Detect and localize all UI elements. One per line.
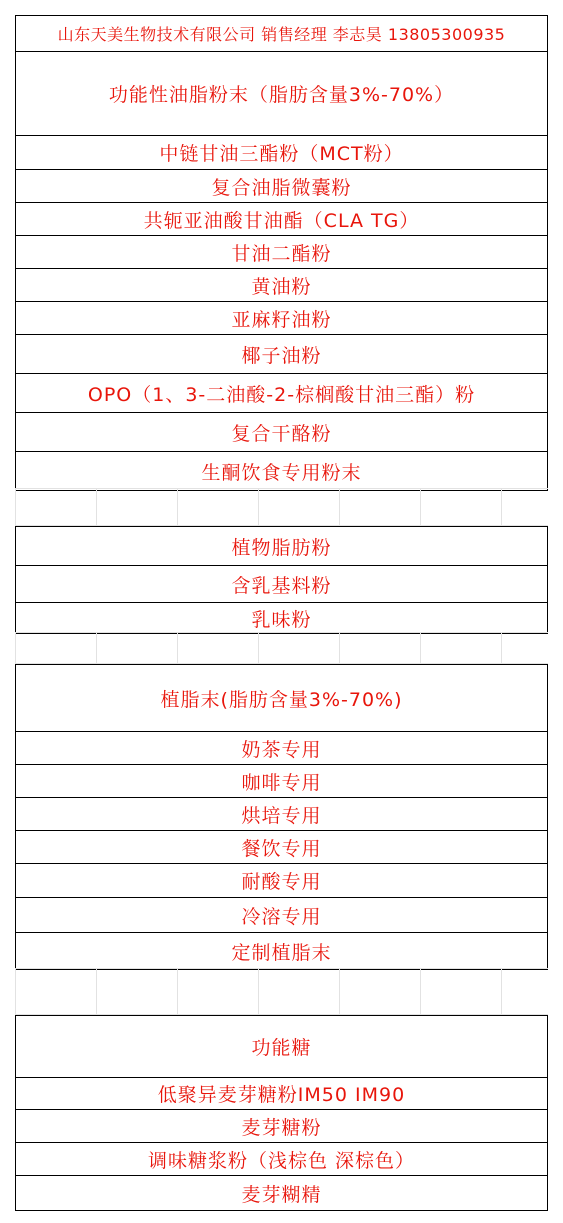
- list-item: 复合油脂微囊粉: [16, 170, 547, 203]
- list-item: 冷溶专用: [16, 898, 547, 933]
- list-item: 定制植脂末: [231, 941, 332, 964]
- list-item: 甘油二酯粉: [16, 236, 547, 269]
- list-item: 亚麻籽油粉: [16, 302, 547, 335]
- section-title-creamer: 植脂末(脂肪含量3%-70%): [16, 665, 547, 732]
- list-item: 复合干酪粉: [16, 413, 547, 452]
- list-item: 麦芽糖粉: [16, 1110, 547, 1143]
- list-item: 植物脂肪粉: [16, 527, 547, 566]
- section-creamer: [15, 664, 548, 970]
- list-item: 黄油粉: [16, 269, 547, 302]
- section-functional-sugar: [15, 1015, 548, 1211]
- list-item: 中链甘油三酯粉（MCT粉）: [16, 136, 547, 170]
- grid-gap: [15, 632, 548, 664]
- section-title-sugar: 功能糖: [16, 1016, 547, 1078]
- section-dairy-powder: [15, 526, 548, 634]
- list-item: 共轭亚油酸甘油酯（CLA TG）: [16, 203, 547, 236]
- section-functional-oil: [15, 15, 548, 491]
- list-item: 含乳基料粉: [16, 566, 547, 603]
- list-item: 餐饮专用: [16, 831, 547, 864]
- list-item: 烘培专用: [16, 798, 547, 831]
- list-item: 咖啡专用: [16, 765, 547, 798]
- list-item: 生酮饮食专用粉末: [201, 461, 362, 484]
- list-item: 耐酸专用: [16, 864, 547, 898]
- list-item: 调味糖浆粉（浅棕色 深棕色）: [16, 1143, 547, 1176]
- grid-gap: [15, 488, 548, 526]
- section-title-functional-oil: 功能性油脂粉末（脂肪含量3%-70%）: [16, 52, 547, 136]
- grid-gap: [15, 968, 548, 1015]
- list-item: 乳味粉: [251, 608, 312, 631]
- company-header: 山东天美生物技术有限公司 销售经理 李志昊 13805300935: [16, 16, 547, 52]
- list-item: OPO（1、3-二油酸-2-棕榈酸甘油三酯）粉: [16, 374, 547, 413]
- list-item: 低聚异麦芽糖粉IM50 IM90: [16, 1078, 547, 1110]
- list-item: 麦芽糊精: [241, 1183, 322, 1206]
- list-item: 椰子油粉: [16, 335, 547, 374]
- list-item: 奶茶专用: [16, 732, 547, 765]
